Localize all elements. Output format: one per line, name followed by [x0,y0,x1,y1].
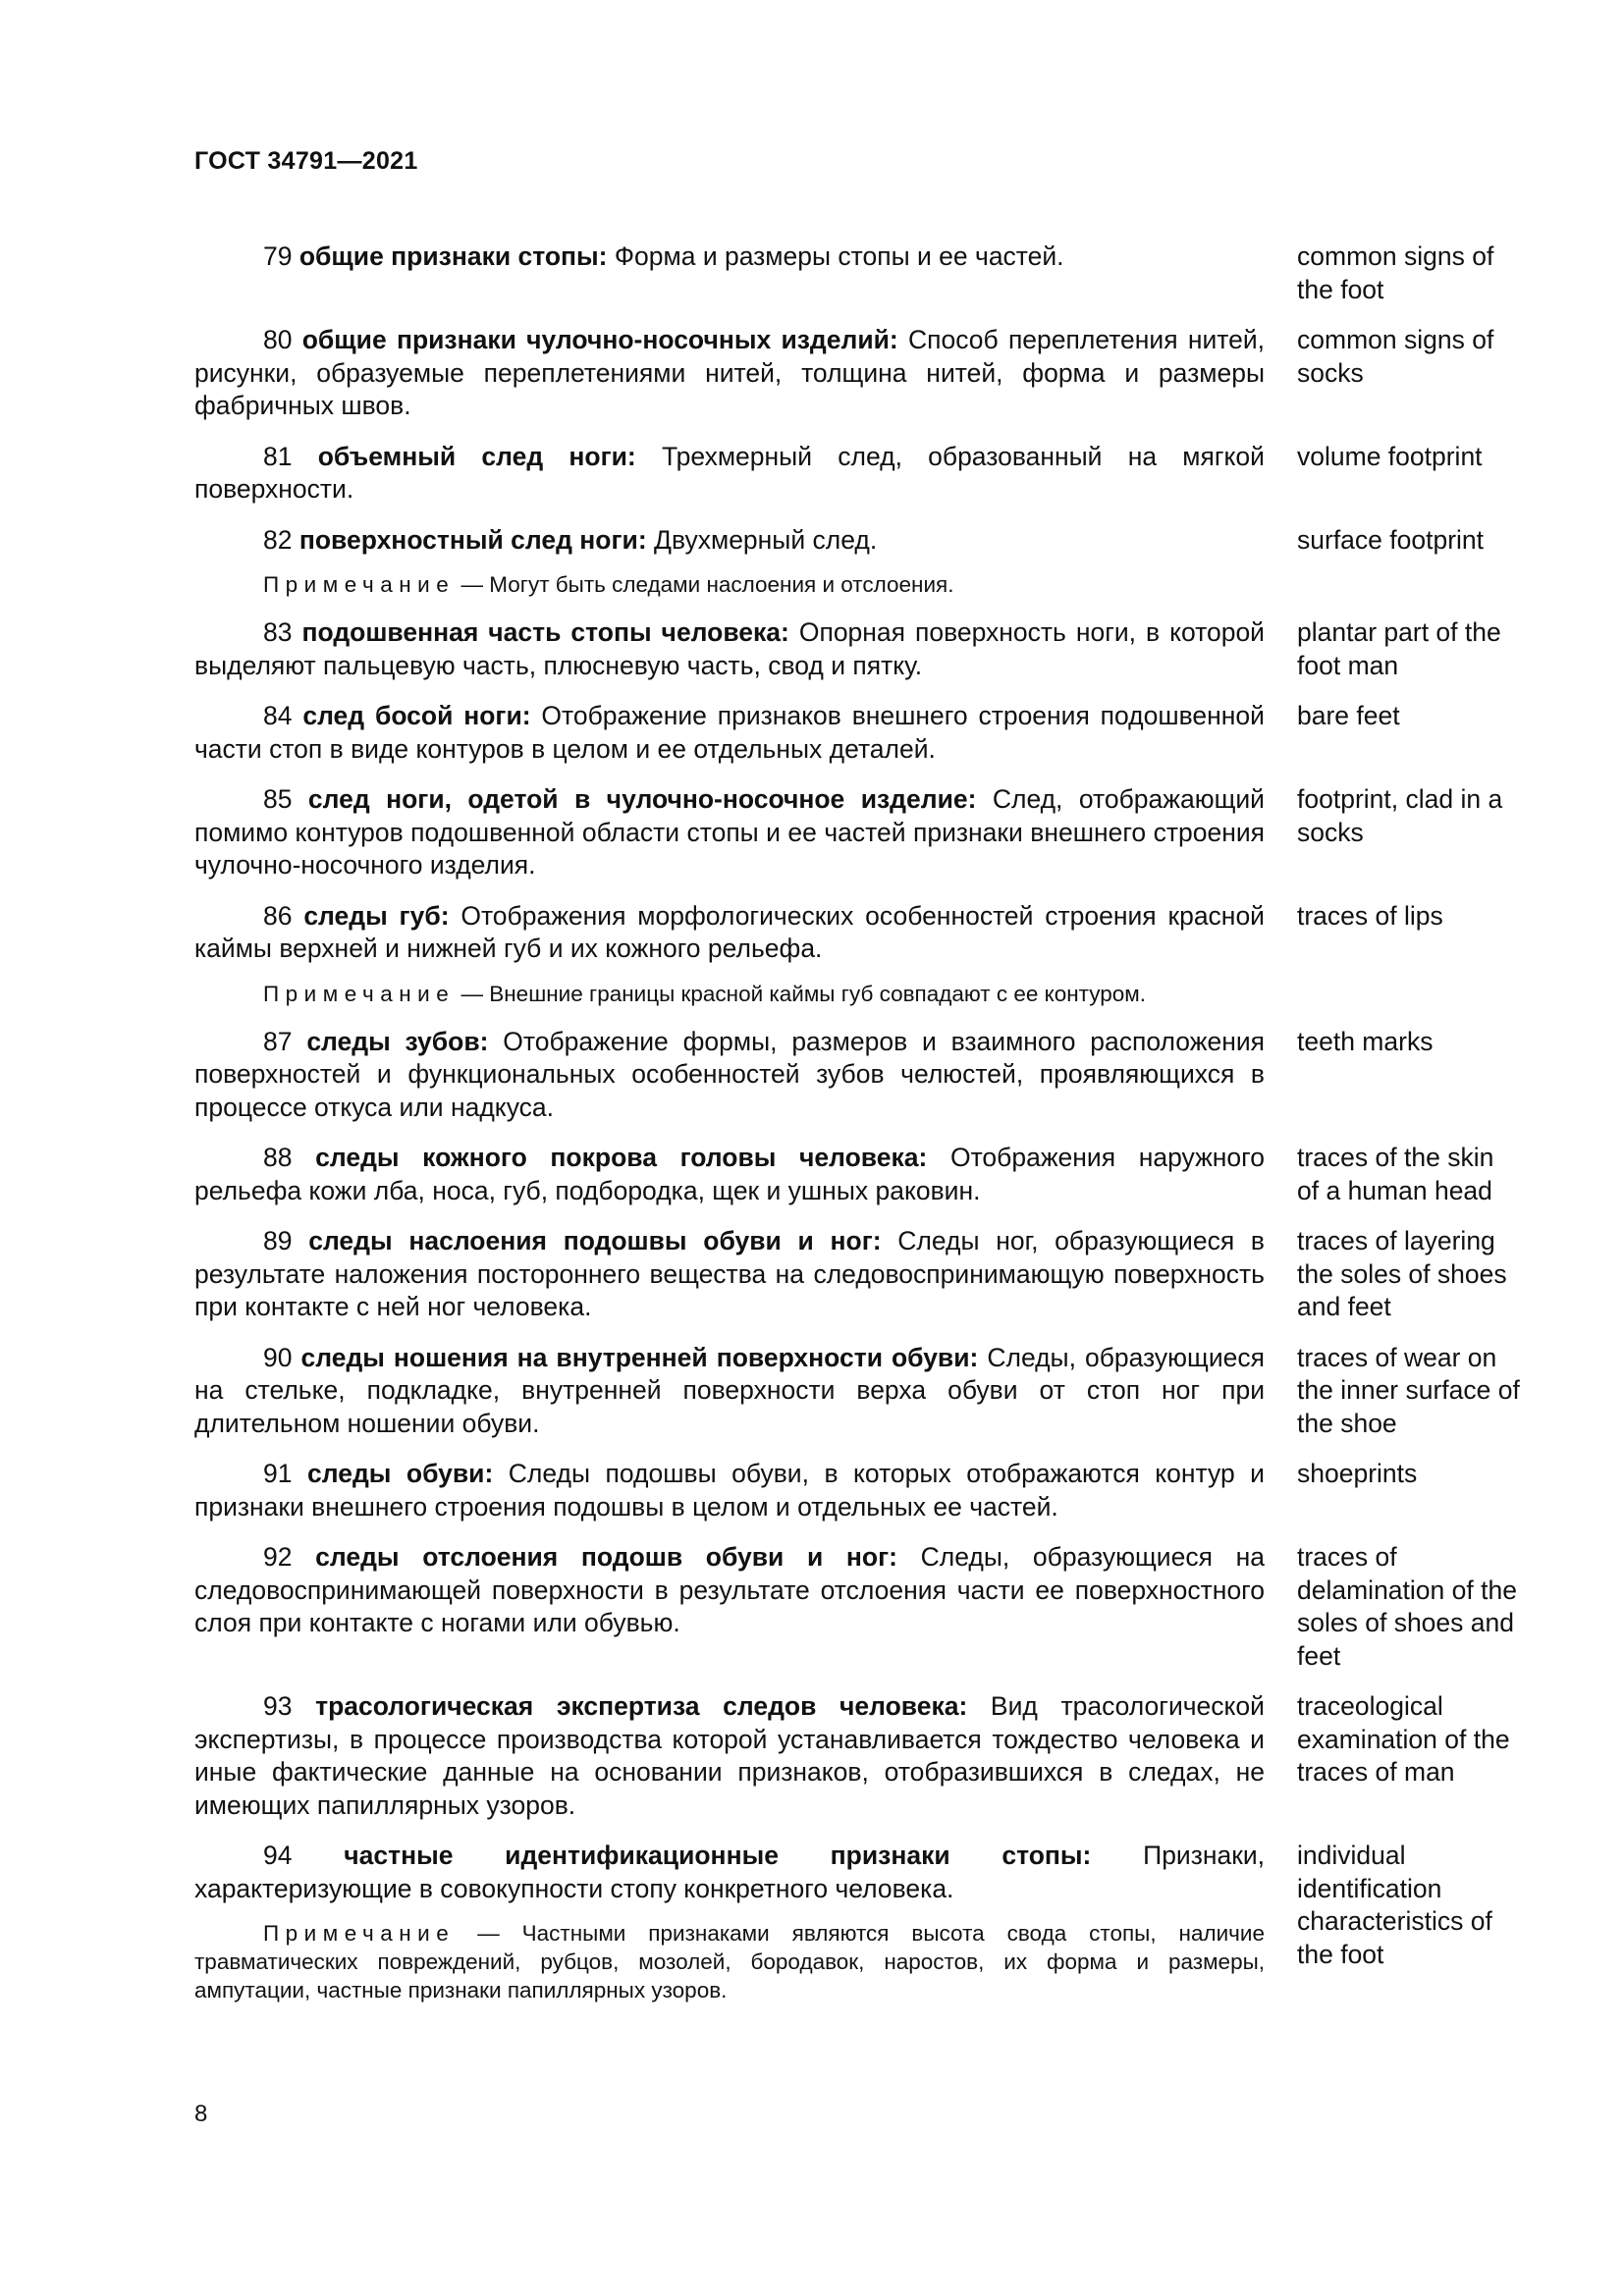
term-name: следы наслоения подошвы обуви и ног: [308,1226,882,1255]
term-name: частные идентификационные признаки стопы: [344,1841,1092,1870]
term-number: 81 [263,441,293,471]
term-definition-block [194,524,1265,600]
term-number: 88 [263,1143,293,1172]
term-definition: Форма и размеры стопы и ее частей. [614,241,1064,271]
term-number: 90 [263,1342,293,1372]
term-paragraph [194,1342,1265,1441]
term-name: трасологическая экспертиза следов человека: [315,1691,968,1721]
terms-list [194,240,1520,2022]
term-entry [194,1458,1520,1523]
note-text: Внешние границы красной каймы губ совпадают с ее контуром. [489,981,1146,1006]
term-paragraph [194,700,1265,766]
term-definition-block [194,783,1265,882]
term-entry [194,240,1520,306]
term-note [194,980,1265,1008]
term-name: подошвенная часть стопы человека: [301,617,789,647]
term-number: 86 [263,900,293,931]
note-label: Примечание [263,1921,456,1946]
term-paragraph [194,1225,1265,1324]
term-number: 85 [263,784,293,814]
english-equivalent: plantar part of the foot man [1297,617,1501,680]
term-number: 94 [263,1841,293,1870]
term-name: след ноги, одетой в чулочно-носочное изделие: [307,784,977,814]
note-dash: — [455,1921,522,1946]
english-equivalent: common signs of socks [1297,325,1494,388]
term-entry [194,700,1520,766]
english-equivalent: traces of delamination of the soles of shoes and feet [1297,1542,1517,1671]
english-equivalent: traces of lips [1297,900,1443,931]
english-equivalent: traces of the skin of a human head [1297,1143,1494,1205]
note-text: Частными признаками являются высота свода стопы, наличие травматических повреждений, рубцов, мозолей, бородавок, наростов, их форма и размеры, ампутации, частные признаки папиллярных узоров. [194,1921,1265,2002]
term-name: объемный след ноги: [317,441,636,471]
term-paragraph [194,900,1265,966]
term-definition-block [194,616,1265,682]
term-entry [194,1690,1520,1822]
term-definition-block [194,441,1265,507]
note-dash: — [455,981,490,1006]
term-definition: Следы, образующиеся на стельке, подкладке, внутренней поверхности верха обуви от стоп ног при длительном ношении обуви. [194,1342,1265,1438]
term-name: следы зубов: [306,1026,489,1056]
term-entry [194,1142,1520,1207]
term-definition-block [194,900,1265,1008]
term-definition: Признаки, характеризующие в совокупности стопу конкретного человека. [194,1841,1266,1903]
term-entry [194,441,1520,507]
term-definition: Следы, образующиеся на следовоспринимающей поверхности в результате отслоения части ее поверхностного слоя при контакте с ногами или обувью. [194,1542,1265,1637]
term-note [194,570,1265,599]
english-equivalent: teeth marks [1297,1026,1434,1056]
term-entry [194,524,1520,600]
term-definition-block [194,1342,1265,1441]
term-note [194,1919,1265,2004]
term-paragraph [194,1142,1265,1207]
term-paragraph [194,441,1265,507]
term-definition-block [194,1840,1265,2004]
term-name: следы ношения на внутренней поверхности обуви: [300,1342,979,1372]
term-paragraph [194,783,1265,882]
term-number: 79 [263,241,293,271]
english-equivalent: volume footprint [1297,441,1483,471]
term-number: 91 [263,1459,293,1488]
english-equivalent: traces of layering the soles of shoes and feet [1297,1226,1507,1321]
english-equivalent: common signs of the foot [1297,241,1494,304]
term-definition: Трехмерный след, образованный на мягкой поверхности. [194,441,1265,504]
term-entry [194,1541,1520,1673]
page-number: 8 [194,2101,208,2127]
term-entry [194,324,1520,423]
term-number: 92 [263,1542,293,1572]
term-number: 80 [263,325,293,354]
term-paragraph [194,1541,1265,1640]
term-definition: Следы ног, образующиеся в результате наложения постороннего вещества на следовоспринимающую поверхность при контакте с ней ног человека. [194,1226,1265,1321]
note-text: Могут быть следами наслоения и отслоения. [489,572,954,597]
term-definition: Двухмерный след. [654,524,878,555]
term-name: общие признаки стопы: [298,241,608,271]
term-entry [194,900,1520,1008]
term-definition: Отображение признаков внешнего строения подошвенной части стоп в виде контуров в целом и ее отдельных деталей. [194,701,1265,764]
note-dash: — [455,572,490,597]
term-definition: Отображения наружного рельефа кожи лба, носа, губ, подбородка, щек и ушных раковин. [194,1143,1265,1205]
term-definition-block [194,240,1265,274]
term-entry [194,783,1520,882]
english-equivalent: individual identification characteristics of the foot [1297,1841,1492,1969]
term-number: 84 [263,701,293,730]
term-definition-block [194,1142,1265,1207]
term-name: следы обуви: [307,1459,494,1488]
term-definition: Следы подошвы обуви, в которых отображаются контур и признаки внешнего строения подошвы в целом и отдельных ее частей. [194,1459,1265,1522]
term-entry [194,1342,1520,1441]
term-paragraph [194,324,1265,423]
term-name: следы отслоения подошв обуви и ног: [315,1542,897,1572]
english-equivalent: traces of wear on the inner surface of the shoe [1297,1342,1520,1438]
term-name: следы губ: [303,900,450,931]
term-definition: Вид трасологической экспертизы, в процессе производства которой устанавливается тождество человека и иные фактические данные на основании признаков, отобразившихся в следах, не имеющих папиллярных узоров. [194,1691,1265,1820]
english-equivalent: bare feet [1297,701,1400,730]
term-definition-block [194,1690,1265,1822]
term-entry [194,616,1520,682]
note-label: Примечание [263,981,456,1006]
english-equivalent: traceological examination of the traces of man [1297,1691,1510,1787]
term-definition-block [194,1026,1265,1125]
term-definition-block [194,1458,1265,1523]
term-paragraph [194,1840,1265,1905]
document-header: ГОСТ 34791—2021 [194,147,418,175]
term-entry [194,1840,1520,2004]
term-definition: Опорная поверхность ноги, в которой выделяют пальцевую часть, плюсневую часть, свод и пятку. [194,617,1265,680]
term-paragraph [194,1690,1265,1822]
term-number: 82 [263,524,293,555]
term-number: 87 [263,1026,293,1056]
term-name: общие признаки чулочно-носочных изделий: [301,325,898,354]
english-equivalent: surface footprint [1297,524,1485,555]
term-definition: След, отображающий помимо контуров подошвенной области стопы и ее частей признаки внешнего строения чулочно-носочного изделия. [194,784,1265,880]
term-number: 89 [263,1226,293,1255]
term-number: 93 [263,1691,293,1721]
english-equivalent: footprint, clad in a socks [1297,784,1503,847]
term-name: поверхностный след ноги: [298,524,647,555]
term-definition-block [194,324,1265,423]
term-paragraph [194,524,1265,558]
term-number: 83 [263,617,293,647]
term-paragraph [194,1458,1265,1523]
term-definition: Способ переплетения нитей, рисунки, образуемые переплетениями нитей, толщина нитей, форма и размеры фабричных швов. [194,325,1265,420]
term-paragraph [194,1026,1265,1125]
term-name: следы кожного покрова головы человека: [315,1143,928,1172]
term-entry [194,1026,1520,1125]
term-definition: Отображения морфологических особенностей строения красной каймы верхней и нижней губ и их кожного рельефа. [194,900,1265,963]
term-definition: Отображение формы, размеров и взаимного расположения поверхностей и функциональных особенностей зубов челюстей, проявляющихся в процессе откуса или надкуса. [194,1026,1265,1122]
term-name: след босой ноги: [302,701,531,730]
term-paragraph [194,240,1265,274]
english-equivalent: shoeprints [1297,1459,1418,1488]
term-definition-block [194,1225,1265,1324]
term-entry [194,1225,1520,1324]
term-definition-block [194,700,1265,766]
term-definition-block [194,1541,1265,1640]
term-paragraph [194,616,1265,682]
note-label: Примечание [263,572,456,597]
